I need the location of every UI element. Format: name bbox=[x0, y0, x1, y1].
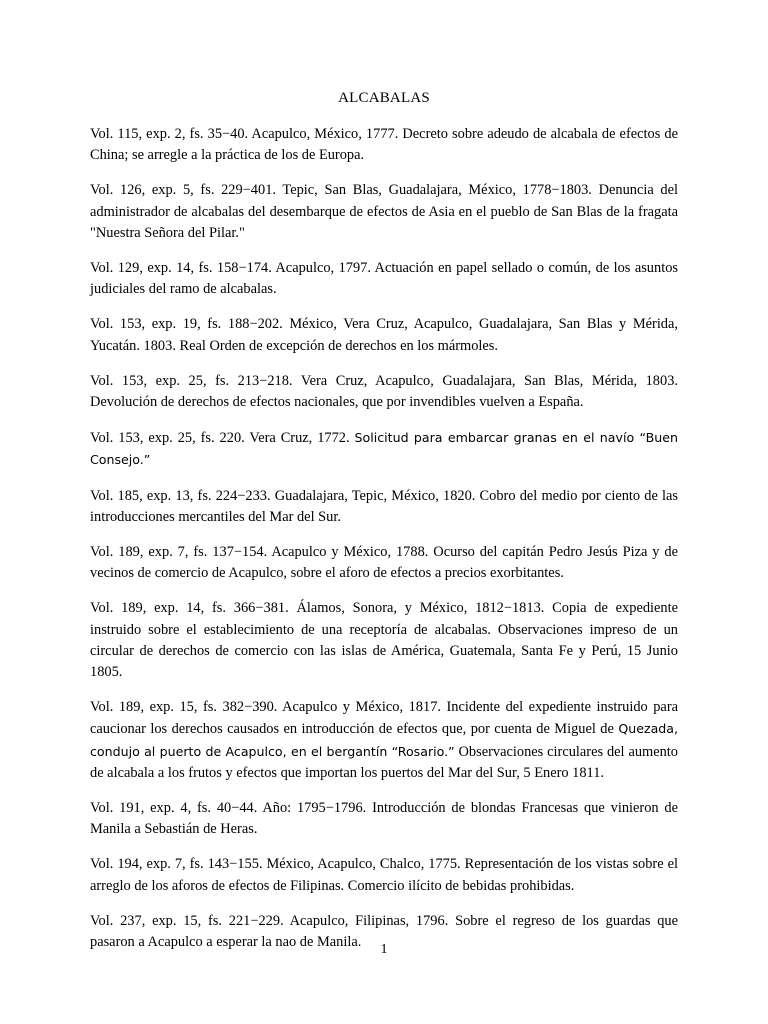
entry-vol-153-exp-25-b: Vol. 153, exp. 25, fs. 220. Vera Cruz, 1772. Solicitud para embarcar granas en el navío “Buen Consejo.” bbox=[90, 430, 678, 468]
entry-vol-153-exp-25-a: Vol. 153, exp. 25, fs. 213−218. Vera Cruz, Acapulco, Guadalajara, San Blas, Mérida, 1803. Devolución de derechos de efectos nacionales, que por invendibles vuelven a España. bbox=[90, 372, 678, 411]
entry-vol-126: Vol. 126, exp. 5, fs. 229−401. Tepic, San Blas, Guadalajara, México, 1778−1803. Denuncia del administrador de alcabalas del desembarque de efectos de Asia en el pueblo de San Blas de la fragata "Nuestra Señora del Pilar." bbox=[90, 182, 678, 241]
page-number: 1 bbox=[380, 942, 388, 957]
entry-vol-189-exp-7: Vol. 189, exp. 7, fs. 137−154. Acapulco y México, 1788. Ocurso del capitán Pedro Jesús Piza y de vecinos de comercio de Acapulco, sobre el aforo de efectos a precios exorbitantes. bbox=[90, 544, 678, 582]
entry-vol-237: Vol. 237, exp. 15, fs. 221−229. Acapulco, Filipinas, 1796. Sobre el regreso de los guardas que pasaron a Acapulco a esperar la nao de Manila. bbox=[90, 912, 678, 951]
entry-vol-185: Vol. 185, exp. 13, fs. 224−233. Guadalajara, Tepic, México, 1820. Cobro del medio por ciento de las introducciones mercantiles del Mar del Sur. bbox=[90, 487, 678, 525]
entry-vol-194: Vol. 194, exp. 7, fs. 143−155. México, Acapulco, Chalco, 1775. Representación de los vistas sobre el arreglo de los aforos de efectos de Filipinas. Comercio ilícito de bebidas prohibidas. bbox=[90, 856, 678, 894]
entry-vol-189-exp-14: Vol. 189, exp. 14, fs. 366−381. Álamos, Sonora, y México, 1812−1813. Copia de expediente instruido sobre el establecimiento de una receptoría de alcabalas. Observaciones impreso de un circular de derechos de comercio con las islas de América, Guatemala, Santa Fe y Perú, 15 Junio 1805. bbox=[90, 600, 678, 681]
entry-vol-191: Vol. 191, exp. 4, fs. 40−44. Año: 1795−1796. Introducción de blondas Francesas que vinieron de Manila a Sebastián de Heras. bbox=[90, 800, 678, 838]
entry-list bbox=[90, 124, 678, 967]
document-title: ALCABALAS bbox=[338, 90, 430, 106]
entry-vol-115: Vol. 115, exp. 2, fs. 35−40. Acapulco, México, 1777. Decreto sobre adeudo de alcabala de efectos de China; se arregle a la práctica de los de Europa. bbox=[90, 126, 678, 164]
entry-vol-153-exp-19: Vol. 153, exp. 19, fs. 188−202. México, Vera Cruz, Acapulco, Guadalajara, San Blas y Mérida, Yucatán. 1803. Real Orden de excepción de derechos en los mármoles. bbox=[90, 316, 678, 354]
entry-vol-189-exp-15: Vol. 189, exp. 15, fs. 382−390. Acapulco y México, 1817. Incidente del expediente instruido para caucionar los derechos causados en introducción de efectos que, por cuenta de Miguel de Quezada, condujo al puerto de Acapulco, en el bergantín “Rosario.” Observaciones circulares del aumento de alcabala a los frutos y efectos que importan los puertos del Mar del Sur, 5 Enero 1811. bbox=[90, 699, 678, 781]
entry-vol-129: Vol. 129, exp. 14, fs. 158−174. Acapulco, 1797. Actuación en papel sellado o común, de los asuntos judiciales del ramo de alcabalas. bbox=[90, 260, 678, 298]
